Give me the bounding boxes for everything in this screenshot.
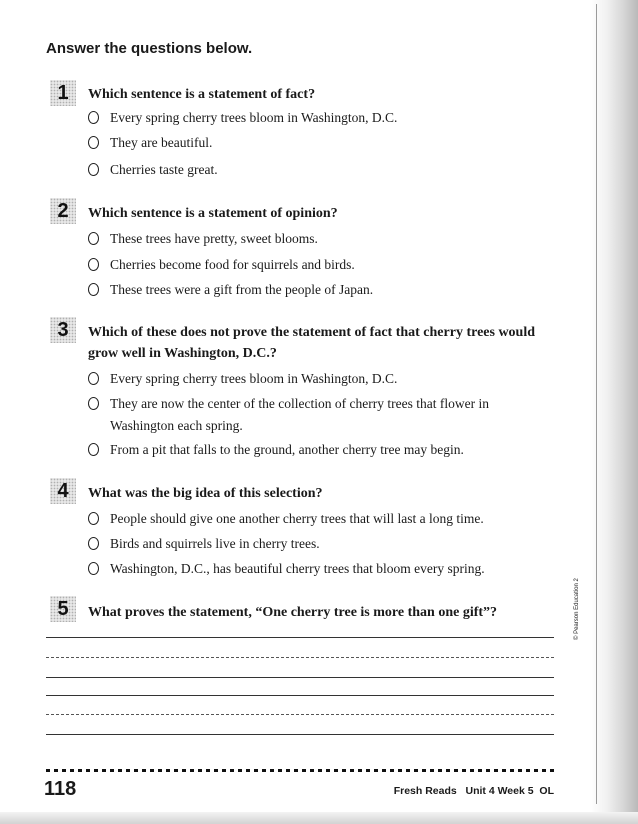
answer-bubble[interactable] (88, 283, 99, 296)
option-label: Every spring cherry trees bloom in Washington, D.C. (110, 371, 398, 386)
question-1-text: Which sentence is a statement of fact? (88, 87, 316, 102)
question-number-3: 3 (50, 317, 76, 343)
option-label: They are now the center of the collection of cherry trees that flower in Washington each spring. (110, 396, 489, 433)
answer-bubble[interactable] (88, 258, 99, 271)
answer-bubble[interactable] (88, 136, 99, 149)
page-number: 118 (44, 778, 77, 800)
question-5-text: What proves the statement, “One cherry tree is more than one gift”? (88, 605, 498, 620)
binding-line (596, 4, 597, 804)
question-number-4: 4 (50, 478, 76, 504)
answer-line[interactable] (46, 677, 554, 678)
option-label: Every spring cherry trees bloom in Washington, D.C. (110, 110, 398, 125)
answer-midline (46, 657, 554, 658)
answer-line[interactable] (46, 734, 554, 735)
worksheet-heading: Answer the questions below. (46, 40, 253, 57)
question-number-5: 5 (50, 596, 76, 622)
option-label: They are beautiful. (110, 135, 213, 150)
option-label: Birds and squirrels live in cherry trees. (110, 536, 320, 551)
answer-bubble[interactable] (88, 537, 99, 550)
option-label: These trees have pretty, sweet blooms. (110, 231, 318, 246)
answer-bubble[interactable] (88, 232, 99, 245)
question-number-2: 2 (50, 198, 76, 224)
option-label: Cherries taste great. (110, 162, 218, 177)
answer-bubble[interactable] (88, 562, 99, 575)
answer-bubble[interactable] (88, 443, 99, 456)
question-2-text: Which sentence is a statement of opinion? (88, 206, 338, 221)
answer-line[interactable] (46, 695, 554, 696)
question-number-1: 1 (50, 80, 76, 106)
question-4-text: What was the big idea of this selection? (88, 486, 323, 501)
option-label: From a pit that falls to the ground, another cherry tree may begin. (110, 442, 464, 457)
answer-bubble[interactable] (88, 397, 99, 410)
copyright-notice: © Pearson Education 2 (574, 578, 580, 640)
page-binding-shadow (590, 0, 638, 824)
footer-dotted-rule (46, 769, 554, 772)
option-label: These trees were a gift from the people of Japan. (110, 282, 374, 297)
answer-bubble[interactable] (88, 512, 99, 525)
answer-bubble[interactable] (88, 163, 99, 176)
answer-line[interactable] (46, 637, 554, 638)
answer-bubble[interactable] (88, 372, 99, 385)
option-label: Cherries become food for squirrels and birds. (110, 257, 355, 272)
answer-bubble[interactable] (88, 111, 99, 124)
footer-source: Fresh Reads Unit 4 Week 5 OL (393, 785, 554, 797)
option-label: People should give one another cherry trees that will last a long time. (110, 511, 484, 526)
page-bottom-edge (0, 812, 638, 824)
option-label: Washington, D.C., has beautiful cherry trees that bloom every spring. (110, 561, 485, 576)
answer-midline (46, 714, 554, 715)
question-3-text: Which of these does not prove the statement of fact that cherry trees would grow well in Washington, D.C.? (88, 325, 536, 361)
